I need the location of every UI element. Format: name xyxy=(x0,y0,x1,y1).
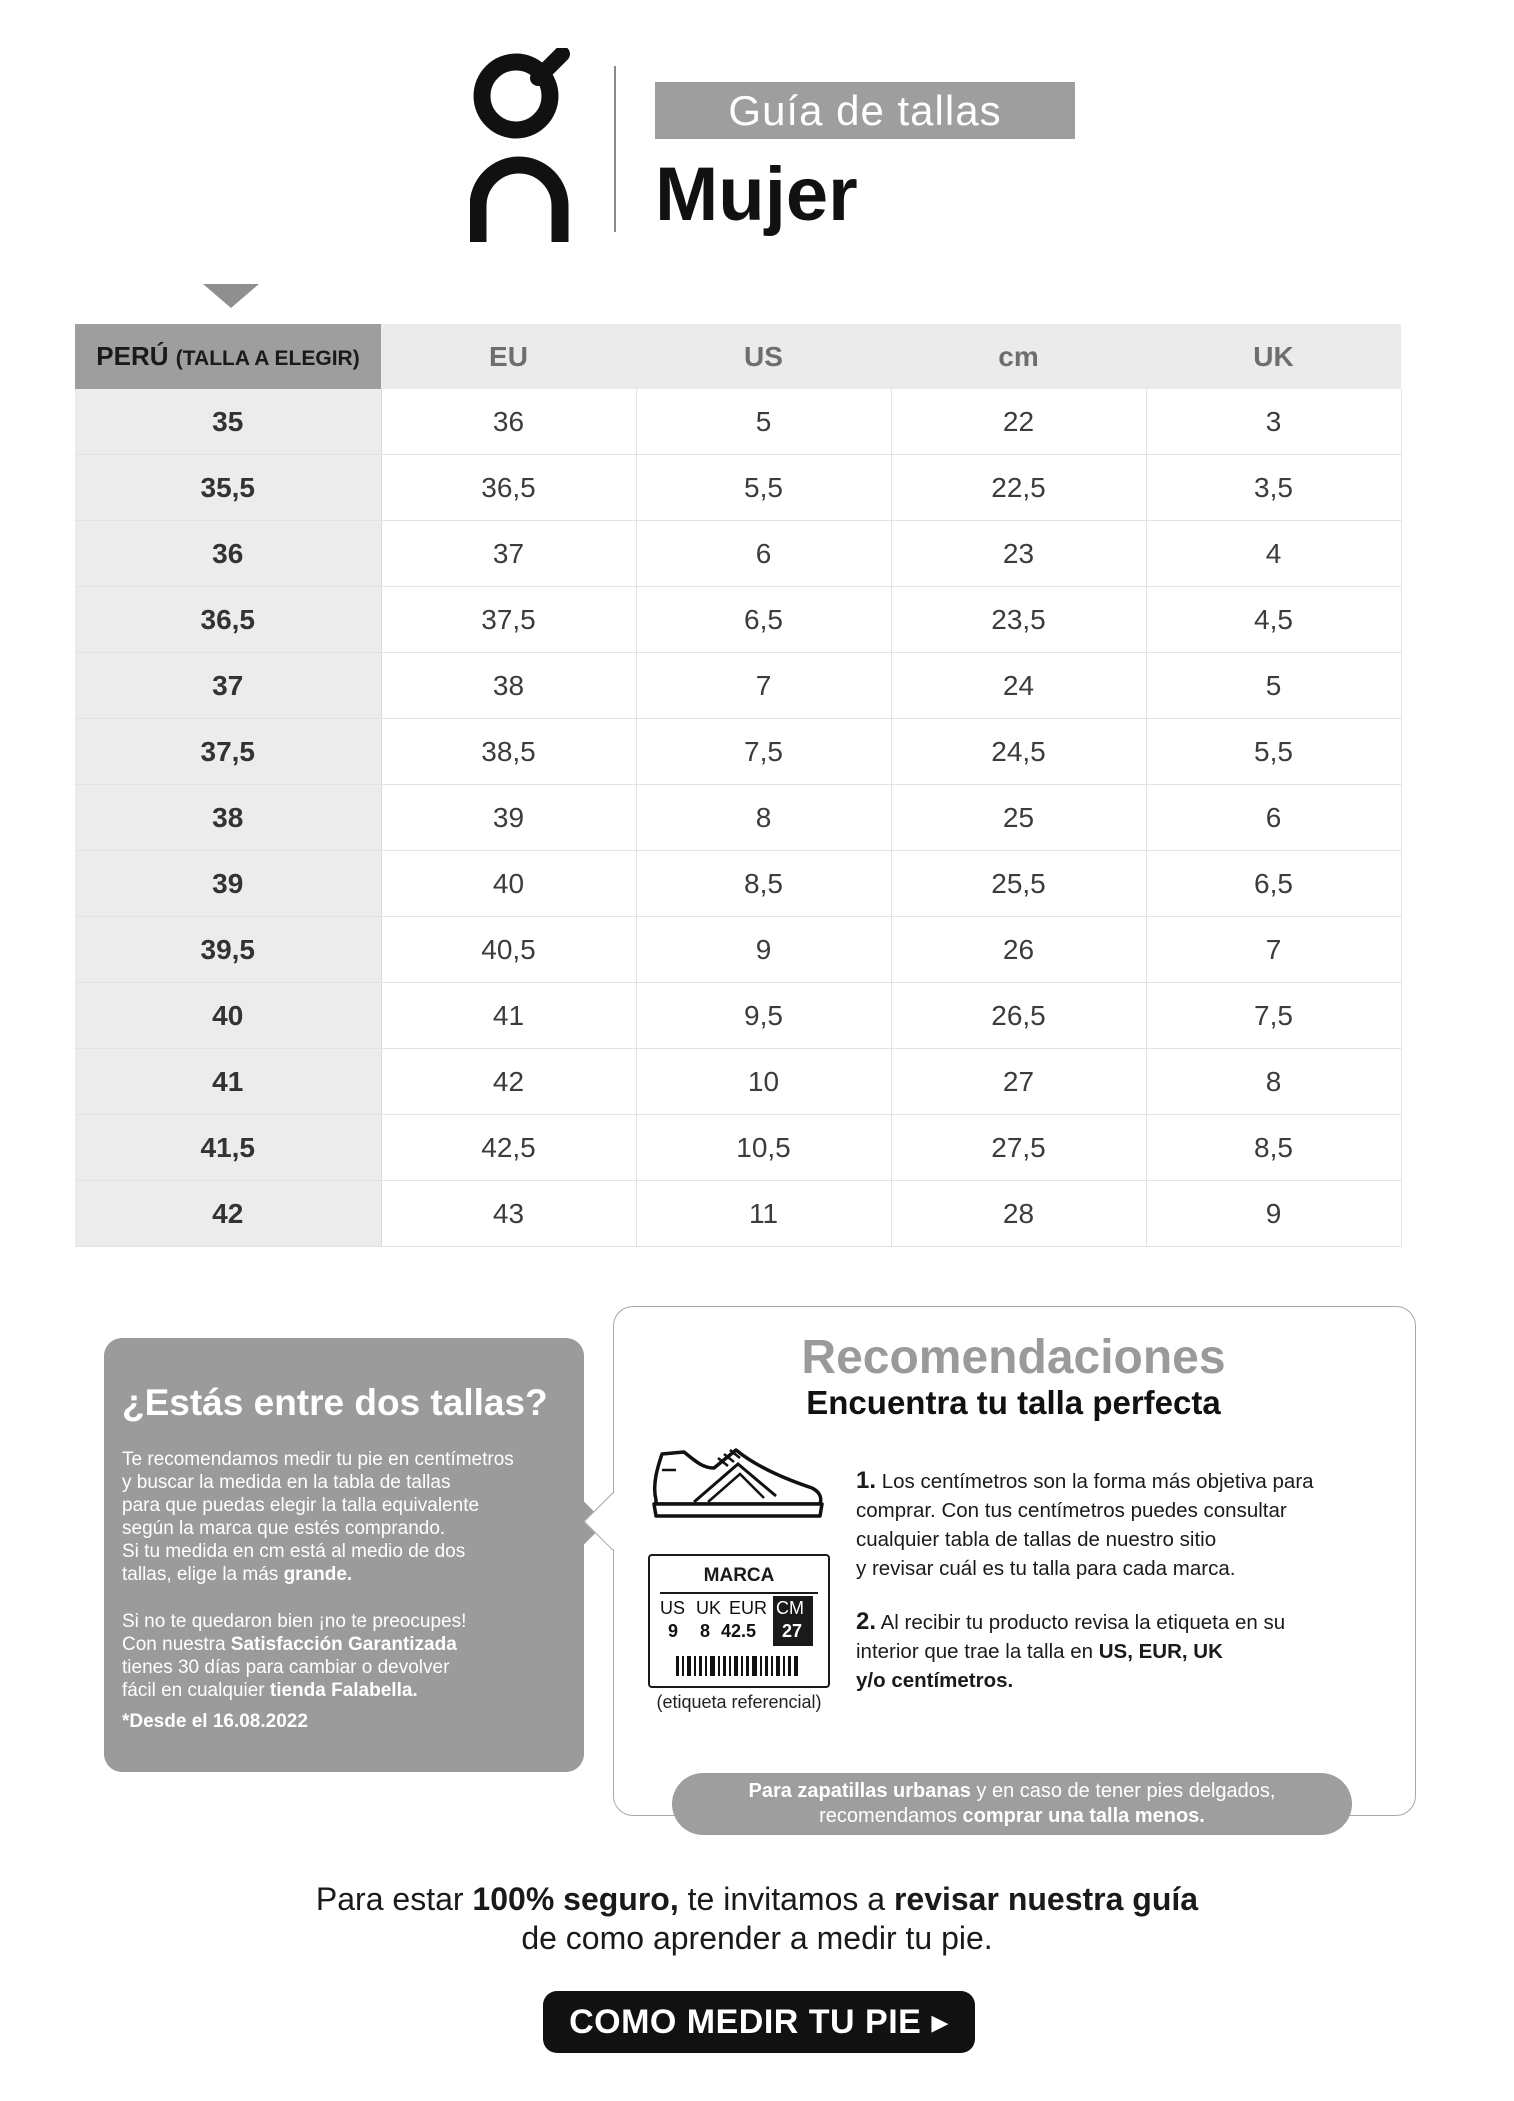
text-span: te invitamos a xyxy=(678,1881,894,1917)
urban-shoes-note xyxy=(672,1773,1352,1835)
play-arrow-icon: ▸ xyxy=(931,2003,949,2041)
page-title: Mujer xyxy=(655,152,858,237)
size-cell: 40,5 xyxy=(381,917,636,983)
size-cell: 25,5 xyxy=(891,851,1146,917)
size-cell: 6 xyxy=(636,521,891,587)
size-cell: 6,5 xyxy=(1146,851,1401,917)
size-cell: 42,5 xyxy=(381,1115,636,1181)
peru-size-cell: 39 xyxy=(75,851,381,917)
date-note: *Desde el 16.08.2022 xyxy=(122,1711,308,1732)
text-line xyxy=(672,1779,1352,1804)
peru-size-cell: 35,5 xyxy=(75,455,381,521)
size-cell: 27,5 xyxy=(891,1115,1146,1181)
table-row xyxy=(75,1115,1401,1181)
footer-text xyxy=(0,1880,1514,1958)
table-row xyxy=(75,851,1401,917)
table-row xyxy=(75,587,1401,653)
recommendations-subtitle: Encuentra tu talla perfecta xyxy=(806,1384,1221,1421)
text-line: tienes 30 días para cambiar o devolver xyxy=(122,1657,450,1678)
table-row xyxy=(75,455,1401,521)
text-emphasis: comprar una talla menos. xyxy=(962,1805,1205,1827)
table-row xyxy=(75,1181,1401,1247)
text-line: y buscar la medida en la tabla de tallas xyxy=(122,1472,451,1493)
text-emphasis: 100% seguro, xyxy=(472,1881,679,1917)
table-row xyxy=(75,785,1401,851)
size-cell: 23,5 xyxy=(891,587,1146,653)
table-row xyxy=(75,521,1401,587)
column-header: UK xyxy=(1146,324,1401,389)
peru-size-cell: 41 xyxy=(75,1049,381,1115)
size-cell: 6 xyxy=(1146,785,1401,851)
peru-size-cell: 37 xyxy=(75,653,381,719)
text-line: Si no te quedaron bien ¡no te preocupes! xyxy=(122,1611,467,1632)
text-line xyxy=(122,1633,466,1656)
size-cell: 40 xyxy=(381,851,636,917)
size-cell: 24 xyxy=(891,653,1146,719)
text-emphasis: y/o centímetros. xyxy=(856,1669,1014,1692)
pointer-arrow-icon xyxy=(203,284,259,308)
table-row xyxy=(75,983,1401,1049)
table-header-row xyxy=(75,324,1401,389)
text-span: Para estar xyxy=(315,1881,473,1917)
column-header-peru-note: (TALLA A ELEGIR) xyxy=(175,347,360,370)
size-cell: 42 xyxy=(381,1049,636,1115)
text-line: cualquier tabla de tallas de nuestro sitio xyxy=(856,1528,1217,1551)
size-table-body xyxy=(75,389,1401,1247)
text-span: recomendamos xyxy=(819,1805,963,1827)
column-header: US xyxy=(636,324,891,389)
size-cell: 9 xyxy=(1146,1181,1401,1247)
peru-size-cell: 41,5 xyxy=(75,1115,381,1181)
size-cell: 10,5 xyxy=(636,1115,891,1181)
size-cell: 37,5 xyxy=(381,587,636,653)
size-cell: 7 xyxy=(636,653,891,719)
peru-size-cell: 38 xyxy=(75,785,381,851)
label-us-header: US xyxy=(660,1598,686,1618)
table-row xyxy=(75,1049,1401,1115)
size-cell: 5,5 xyxy=(636,455,891,521)
size-cell: 4 xyxy=(1146,521,1401,587)
size-cell: 36,5 xyxy=(381,455,636,521)
text-line: de como aprender a medir tu pie. xyxy=(521,1920,993,1956)
peru-size-cell: 40 xyxy=(75,983,381,1049)
peru-size-cell: 39,5 xyxy=(75,917,381,983)
text-line: comprar. Con tus centímetros puedes consultar xyxy=(856,1499,1287,1522)
between-sizes-title: ¿Estás entre dos tallas? xyxy=(122,1382,548,1423)
peru-size-cell: 37,5 xyxy=(75,719,381,785)
text-span: Al recibir tu producto revisa la etiqueta en su xyxy=(876,1611,1286,1634)
peru-size-cell: 36 xyxy=(75,521,381,587)
label-eur-header: EUR xyxy=(729,1598,768,1618)
size-cell: 8,5 xyxy=(636,851,891,917)
column-header: cm xyxy=(891,324,1146,389)
shoe-icon xyxy=(648,1440,828,1524)
table-row xyxy=(75,389,1401,455)
size-cell: 38 xyxy=(381,653,636,719)
text-span: Con nuestra xyxy=(122,1634,231,1655)
size-cell: 26 xyxy=(891,917,1146,983)
text-line xyxy=(0,1880,1514,1919)
size-cell: 3,5 xyxy=(1146,455,1401,521)
recommendations-title: Recomendaciones xyxy=(801,1331,1226,1384)
size-cell: 11 xyxy=(636,1181,891,1247)
peru-size-cell: 42 xyxy=(75,1181,381,1247)
size-cell: 6,5 xyxy=(636,587,891,653)
size-cell: 28 xyxy=(891,1181,1146,1247)
text-line xyxy=(122,1563,514,1586)
label-uk-header: UK xyxy=(696,1598,722,1618)
text-line xyxy=(856,1666,1285,1695)
text-line xyxy=(122,1679,466,1702)
text-line xyxy=(672,1804,1352,1829)
size-cell: 3 xyxy=(1146,389,1401,455)
size-cell: 22,5 xyxy=(891,455,1146,521)
item-number: 1. xyxy=(856,1467,877,1494)
text-emphasis: revisar nuestra guía xyxy=(893,1881,1199,1917)
size-cell: 7 xyxy=(1146,917,1401,983)
peru-size-cell: 36,5 xyxy=(75,587,381,653)
text-line: y revisar cuál es tu talla para cada marca. xyxy=(856,1557,1236,1580)
label-cm-value: 27 xyxy=(782,1621,803,1641)
size-cell: 41 xyxy=(381,983,636,1049)
button-label: COMO MEDIR TU PIE xyxy=(569,2003,922,2041)
text-line xyxy=(856,1607,1285,1637)
table-row xyxy=(75,917,1401,983)
text-emphasis: tienda Falabella. xyxy=(269,1680,418,1701)
size-cell: 38,5 xyxy=(381,719,636,785)
barcode-icon xyxy=(676,1656,800,1676)
size-cell: 27 xyxy=(891,1049,1146,1115)
size-cell: 7,5 xyxy=(1146,983,1401,1049)
size-cell: 5 xyxy=(636,389,891,455)
text-span: fácil en cualquier xyxy=(122,1680,270,1701)
text-line: para que puedas elegir la talla equivalente xyxy=(122,1495,480,1516)
size-cell: 10 xyxy=(636,1049,891,1115)
page-subtitle: Guía de tallas xyxy=(655,82,1075,139)
size-cell: 26,5 xyxy=(891,983,1146,1049)
size-cell: 5,5 xyxy=(1146,719,1401,785)
size-cell: 4,5 xyxy=(1146,587,1401,653)
column-header-peru-main: PERÚ xyxy=(96,341,169,371)
size-table xyxy=(75,324,1402,1247)
size-cell: 24,5 xyxy=(891,719,1146,785)
text-line: según la marca que estés comprando. xyxy=(122,1518,446,1539)
label-uk-value: 8 xyxy=(700,1621,711,1641)
size-cell: 7,5 xyxy=(636,719,891,785)
size-cell: 36 xyxy=(381,389,636,455)
size-cell: 8,5 xyxy=(1146,1115,1401,1181)
table-row xyxy=(75,653,1401,719)
text-span: Los centímetros son la forma más objetiva para xyxy=(876,1470,1314,1493)
text-line: Si tu medida en cm está al medio de dos xyxy=(122,1541,466,1562)
size-cell: 37 xyxy=(381,521,636,587)
text-emphasis: US, EUR, UK xyxy=(1098,1640,1223,1663)
size-cell: 25 xyxy=(891,785,1146,851)
text-emphasis: grande. xyxy=(283,1564,353,1585)
size-cell: 9,5 xyxy=(636,983,891,1049)
peru-size-cell: 35 xyxy=(75,389,381,455)
size-cell: 9 xyxy=(636,917,891,983)
text-line: Te recomendamos medir tu pie en centímetros xyxy=(122,1449,514,1470)
text-span: y en caso de tener pies delgados, xyxy=(970,1780,1276,1802)
label-caption: (etiqueta referencial) xyxy=(656,1692,822,1712)
item-number: 2. xyxy=(856,1608,877,1635)
guarantee-text xyxy=(122,1610,466,1702)
measure-foot-button[interactable] xyxy=(543,1991,975,2053)
column-header: EU xyxy=(381,324,636,389)
label-cm-header: CM xyxy=(776,1598,804,1618)
recommendation-item-1 xyxy=(856,1466,1314,1583)
text-line xyxy=(856,1466,1314,1496)
header-divider xyxy=(614,66,616,232)
text-span: interior que trae la talla en xyxy=(856,1640,1099,1663)
label-eur-value: 42.5 xyxy=(721,1621,757,1641)
size-cell: 8 xyxy=(636,785,891,851)
label-divider xyxy=(660,1592,818,1594)
size-cell: 39 xyxy=(381,785,636,851)
table-row xyxy=(75,719,1401,785)
text-span: tallas, elige la más xyxy=(122,1564,284,1585)
brand-logo xyxy=(470,48,572,244)
text-emphasis: Satisfacción Garantizada xyxy=(230,1634,457,1655)
recommendation-item-2 xyxy=(856,1607,1285,1695)
column-header-peru xyxy=(75,324,381,389)
label-brand: MARCA xyxy=(703,1565,775,1586)
size-cell: 22 xyxy=(891,389,1146,455)
size-cell: 8 xyxy=(1146,1049,1401,1115)
label-us-value: 9 xyxy=(668,1621,679,1641)
between-sizes-text xyxy=(122,1448,514,1586)
size-cell: 23 xyxy=(891,521,1146,587)
text-emphasis: Para zapatillas urbanas xyxy=(748,1780,971,1802)
text-line xyxy=(856,1637,1285,1666)
size-cell: 5 xyxy=(1146,653,1401,719)
size-cell: 43 xyxy=(381,1181,636,1247)
